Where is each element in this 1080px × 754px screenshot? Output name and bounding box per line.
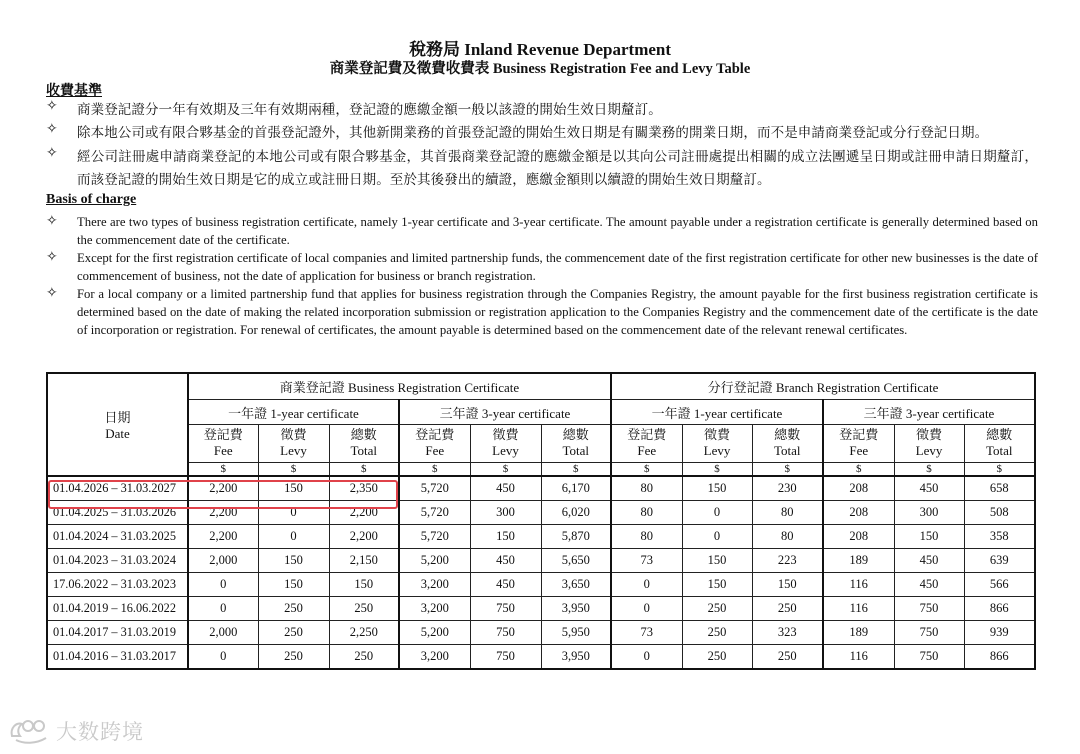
value-cell-fee: 116 (823, 573, 894, 597)
value-cell-total: 250 (752, 597, 823, 621)
col-header-fee-cn: 登記費 (627, 427, 667, 442)
col-header-fee-cn: 登記費 (203, 427, 243, 442)
value-cell-fee: 3,200 (399, 645, 470, 670)
currency-symbol: $ (894, 463, 964, 477)
value-cell-fee: 0 (188, 597, 258, 621)
value-cell-levy: 750 (470, 645, 541, 670)
br-cert-header: 商業登記證 Business Registration Certificate (188, 373, 611, 400)
value-cell-levy: 300 (894, 501, 964, 525)
value-cell-total: 2,350 (329, 476, 399, 501)
table-row (47, 621, 1035, 645)
value-cell-fee: 0 (188, 573, 258, 597)
value-cell-levy: 450 (894, 549, 964, 573)
value-cell-levy: 750 (470, 621, 541, 645)
col-header-total-en: Total (562, 443, 590, 458)
branch-1-year-header: 一年證 1-year certificate (611, 400, 823, 425)
bullet-text: 商業登記證分一年有效期及三年有效期兩種，登記證的應繳金額一般以該證的開始生效日期釐訂。 (77, 102, 662, 117)
value-cell-fee: 0 (611, 573, 682, 597)
bullet-cn-2 (46, 121, 1038, 144)
col-header-levy-en: Levy (280, 443, 307, 458)
col-header-levy-cn: 徵費 (915, 427, 942, 442)
value-cell-fee: 5,720 (399, 476, 470, 501)
col-header-fee-en: Fee (213, 443, 233, 458)
col-header-levy-cn: 徵費 (492, 427, 519, 442)
value-cell-levy: 150 (682, 476, 752, 501)
value-cell-levy: 450 (470, 573, 541, 597)
value-cell-total: 3,950 (541, 597, 611, 621)
col-header-fee (823, 425, 894, 463)
value-cell-total: 358 (964, 525, 1035, 549)
value-cell-total: 658 (964, 476, 1035, 501)
col-header-total-en: Total (985, 443, 1013, 458)
col-header-total (329, 425, 399, 463)
value-cell-total: 250 (752, 645, 823, 670)
value-cell-total: 2,150 (329, 549, 399, 573)
table-row (47, 573, 1035, 597)
page-title: 稅務局 Inland Revenue Department (408, 40, 672, 59)
value-cell-fee: 116 (823, 597, 894, 621)
value-cell-fee: 80 (611, 476, 682, 501)
value-cell-total: 3,650 (541, 573, 611, 597)
value-cell-levy: 250 (258, 621, 329, 645)
bullet-icon: ✧ (46, 99, 58, 114)
value-cell-fee: 2,200 (188, 525, 258, 549)
br-3-year-header: 三年證 3-year certificate (399, 400, 611, 425)
value-cell-levy: 0 (682, 525, 752, 549)
value-cell-levy: 750 (894, 621, 964, 645)
col-header-fee (611, 425, 682, 463)
value-cell-total: 6,170 (541, 476, 611, 501)
value-cell-total: 2,200 (329, 501, 399, 525)
value-cell-fee: 5,200 (399, 621, 470, 645)
currency-symbol: $ (470, 463, 541, 477)
value-cell-levy: 750 (894, 645, 964, 670)
value-cell-total: 150 (752, 573, 823, 597)
col-header-levy-en: Levy (915, 443, 943, 458)
highlight-box (48, 480, 398, 509)
col-header-total-en: Total (773, 443, 801, 458)
col-header-levy (470, 425, 541, 463)
value-cell-levy: 250 (682, 645, 752, 670)
value-cell-levy: 450 (470, 476, 541, 501)
col-header-total (541, 425, 611, 463)
value-cell-levy: 250 (258, 597, 329, 621)
branch-cert-header: 分行登記證 Branch Registration Certificate (611, 373, 1035, 400)
basis-heading-cn: 收費基準 (46, 84, 102, 99)
col-header-levy (682, 425, 752, 463)
value-cell-fee: 3,200 (399, 597, 470, 621)
value-cell-total: 866 (964, 597, 1035, 621)
currency-symbol: $ (611, 463, 682, 477)
col-header-fee-cn: 登記費 (839, 427, 879, 442)
table-row (47, 549, 1035, 573)
bullet-cn-1 (46, 98, 1038, 121)
value-cell-fee: 2,200 (188, 476, 258, 501)
branch-3-year-header: 三年證 3-year certificate (823, 400, 1035, 425)
col-header-fee-en: Fee (849, 443, 869, 458)
date-header-cn: 日期 (104, 410, 131, 425)
value-cell-fee: 208 (823, 476, 894, 501)
value-cell-fee: 5,720 (399, 501, 470, 525)
value-cell-levy: 0 (258, 525, 329, 549)
value-cell-levy: 0 (682, 501, 752, 525)
bullet-text: For a local company or a limited partnership fund that applies for business registration through the Companies Registry, the amount payable for the first business registration certificate is determined based on the date of making the related incorporation submission or registration application to the Companies Registry and the commencement date of the certificate is the date of incorporation or registration. For renewal of certificates, the amount payable is determined based on the commencement date of the relevant renewal certificates. (77, 287, 1038, 337)
col-header-levy-en: Levy (703, 443, 731, 458)
value-cell-fee: 5,200 (399, 549, 470, 573)
currency-symbol: $ (329, 463, 399, 477)
value-cell-levy: 0 (258, 501, 329, 525)
currency-symbol: $ (258, 463, 329, 477)
col-header-levy (894, 425, 964, 463)
watermark-text: 大数跨境 (56, 720, 144, 744)
value-cell-levy: 750 (894, 597, 964, 621)
date-range-cell: 01.04.2016 – 31.03.2017 (47, 645, 188, 670)
value-cell-fee: 208 (823, 525, 894, 549)
value-cell-total: 80 (752, 501, 823, 525)
value-cell-total: 5,650 (541, 549, 611, 573)
value-cell-total: 2,200 (329, 525, 399, 549)
value-cell-fee: 3,200 (399, 573, 470, 597)
value-cell-total: 250 (329, 645, 399, 670)
bullet-icon: ✧ (46, 146, 58, 161)
value-cell-total: 5,870 (541, 525, 611, 549)
value-cell-total: 3,950 (541, 645, 611, 670)
value-cell-fee: 80 (611, 525, 682, 549)
col-header-total-cn: 總數 (986, 427, 1013, 442)
col-header-total (964, 425, 1035, 463)
value-cell-total: 250 (329, 597, 399, 621)
value-cell-total: 150 (329, 573, 399, 597)
value-cell-fee: 2,000 (188, 621, 258, 645)
value-cell-levy: 150 (258, 549, 329, 573)
value-cell-fee: 80 (611, 501, 682, 525)
bullet-icon: ✧ (46, 214, 58, 229)
col-header-fee-en: Fee (637, 443, 657, 458)
col-header-levy-en: Levy (492, 443, 519, 458)
value-cell-total: 566 (964, 573, 1035, 597)
value-cell-levy: 250 (682, 597, 752, 621)
bullet-en-1 (46, 213, 1038, 249)
currency-symbol: $ (964, 463, 1035, 477)
bullet-icon: ✧ (46, 122, 58, 137)
value-cell-levy: 300 (470, 501, 541, 525)
watermark (8, 716, 144, 746)
br-1-year-header: 一年證 1-year certificate (188, 400, 399, 425)
bullet-cn-3 (46, 145, 1038, 191)
bullet-en-3 (46, 285, 1038, 339)
value-cell-levy: 450 (894, 573, 964, 597)
bullet-icon: ✧ (46, 286, 58, 301)
value-cell-levy: 450 (470, 549, 541, 573)
value-cell-fee: 0 (611, 597, 682, 621)
currency-symbol: $ (752, 463, 823, 477)
bullet-text: There are two types of business registration certificate, namely 1-year certificate and 3-year certificate. The amount payable under a registration certificate is generally determined based on the commencement date of the certificate. (77, 215, 1038, 247)
value-cell-levy: 250 (682, 621, 752, 645)
value-cell-total: 6,020 (541, 501, 611, 525)
value-cell-fee: 208 (823, 501, 894, 525)
currency-symbol: $ (188, 463, 258, 477)
bullet-en-2 (46, 249, 1038, 285)
col-header-levy (258, 425, 329, 463)
value-cell-levy: 150 (258, 573, 329, 597)
col-header-total-cn: 總數 (774, 427, 801, 442)
col-header-fee-cn: 登記費 (415, 427, 455, 442)
value-cell-fee: 0 (611, 645, 682, 670)
col-header-levy-cn: 徵費 (280, 427, 307, 442)
date-range-cell: 01.04.2026 – 31.03.2027 (47, 476, 188, 501)
basis-heading-en: Basis of charge (46, 192, 137, 207)
col-header-total-cn: 總數 (562, 427, 589, 442)
date-header-en: Date (105, 426, 130, 441)
value-cell-total: 223 (752, 549, 823, 573)
bullet-icon: ✧ (46, 250, 58, 265)
value-cell-fee: 73 (611, 549, 682, 573)
value-cell-fee: 0 (188, 645, 258, 670)
date-range-cell: 01.04.2017 – 31.03.2019 (47, 621, 188, 645)
value-cell-levy: 150 (682, 573, 752, 597)
watermark-logo-icon (8, 718, 52, 744)
col-header-levy-cn: 徵費 (703, 427, 730, 442)
table-row (47, 525, 1035, 549)
value-cell-levy: 150 (682, 549, 752, 573)
date-header (47, 373, 188, 476)
bullet-text: Except for the first registration certificate of local companies and limited partnership funds, the commencement date of the first registration certificate for other new businesses is the date of commencement of business, not the date of application for business or branch registration. (77, 251, 1038, 283)
currency-symbol: $ (399, 463, 470, 477)
table-row (47, 597, 1035, 621)
value-cell-fee: 2,200 (188, 501, 258, 525)
date-range-cell: 01.04.2023 – 31.03.2024 (47, 549, 188, 573)
value-cell-levy: 250 (258, 645, 329, 670)
date-range-cell: 01.04.2019 – 16.06.2022 (47, 597, 188, 621)
currency-symbol: $ (541, 463, 611, 477)
value-cell-total: 939 (964, 621, 1035, 645)
col-header-total (752, 425, 823, 463)
value-cell-levy: 750 (470, 597, 541, 621)
currency-symbol: $ (682, 463, 752, 477)
col-header-total-en: Total (350, 443, 378, 458)
value-cell-levy: 450 (894, 476, 964, 501)
col-header-fee (188, 425, 258, 463)
value-cell-levy: 150 (894, 525, 964, 549)
page-subtitle: 商業登記費及徵費收費表 Business Registration Fee and Levy Table (329, 61, 751, 77)
value-cell-total: 639 (964, 549, 1035, 573)
value-cell-total: 230 (752, 476, 823, 501)
col-header-fee-en: Fee (425, 443, 445, 458)
value-cell-levy: 150 (470, 525, 541, 549)
value-cell-fee: 116 (823, 645, 894, 670)
table-row (47, 645, 1035, 670)
value-cell-total: 80 (752, 525, 823, 549)
currency-symbol: $ (823, 463, 894, 477)
value-cell-fee: 73 (611, 621, 682, 645)
value-cell-fee: 5,720 (399, 525, 470, 549)
col-header-total-cn: 總數 (350, 427, 377, 442)
fee-levy-table (46, 372, 1036, 670)
value-cell-total: 323 (752, 621, 823, 645)
col-header-fee (399, 425, 470, 463)
value-cell-fee: 2,000 (188, 549, 258, 573)
value-cell-fee: 189 (823, 549, 894, 573)
date-range-cell: 17.06.2022 – 31.03.2023 (47, 573, 188, 597)
value-cell-fee: 189 (823, 621, 894, 645)
value-cell-total: 866 (964, 645, 1035, 670)
value-cell-total: 5,950 (541, 621, 611, 645)
bullet-text: 除本地公司或有限合夥基金的首張登記證外，其他新開業務的首張登記證的開始生效日期是有關業務的開業日期，而不是申請商業登記或分行登記日期。 (77, 125, 989, 140)
bullet-text: 經公司註冊處申請商業登記的本地公司或有限合夥基金，其首張商業登記證的應繳金額是以其向公司註冊處提出相關的成立法團遞呈日期或註冊申請日期釐訂，而該登記證的開始生效日期是它的成立或註冊日期。至於其後發出的續證，應繳金額則以續證的開始生效日期釐訂。 (77, 149, 1038, 187)
date-range-cell: 01.04.2024 – 31.03.2025 (47, 525, 188, 549)
value-cell-total: 508 (964, 501, 1035, 525)
date-range-cell: 01.04.2025 – 31.03.2026 (47, 501, 188, 525)
value-cell-levy: 150 (258, 476, 329, 501)
value-cell-total: 2,250 (329, 621, 399, 645)
